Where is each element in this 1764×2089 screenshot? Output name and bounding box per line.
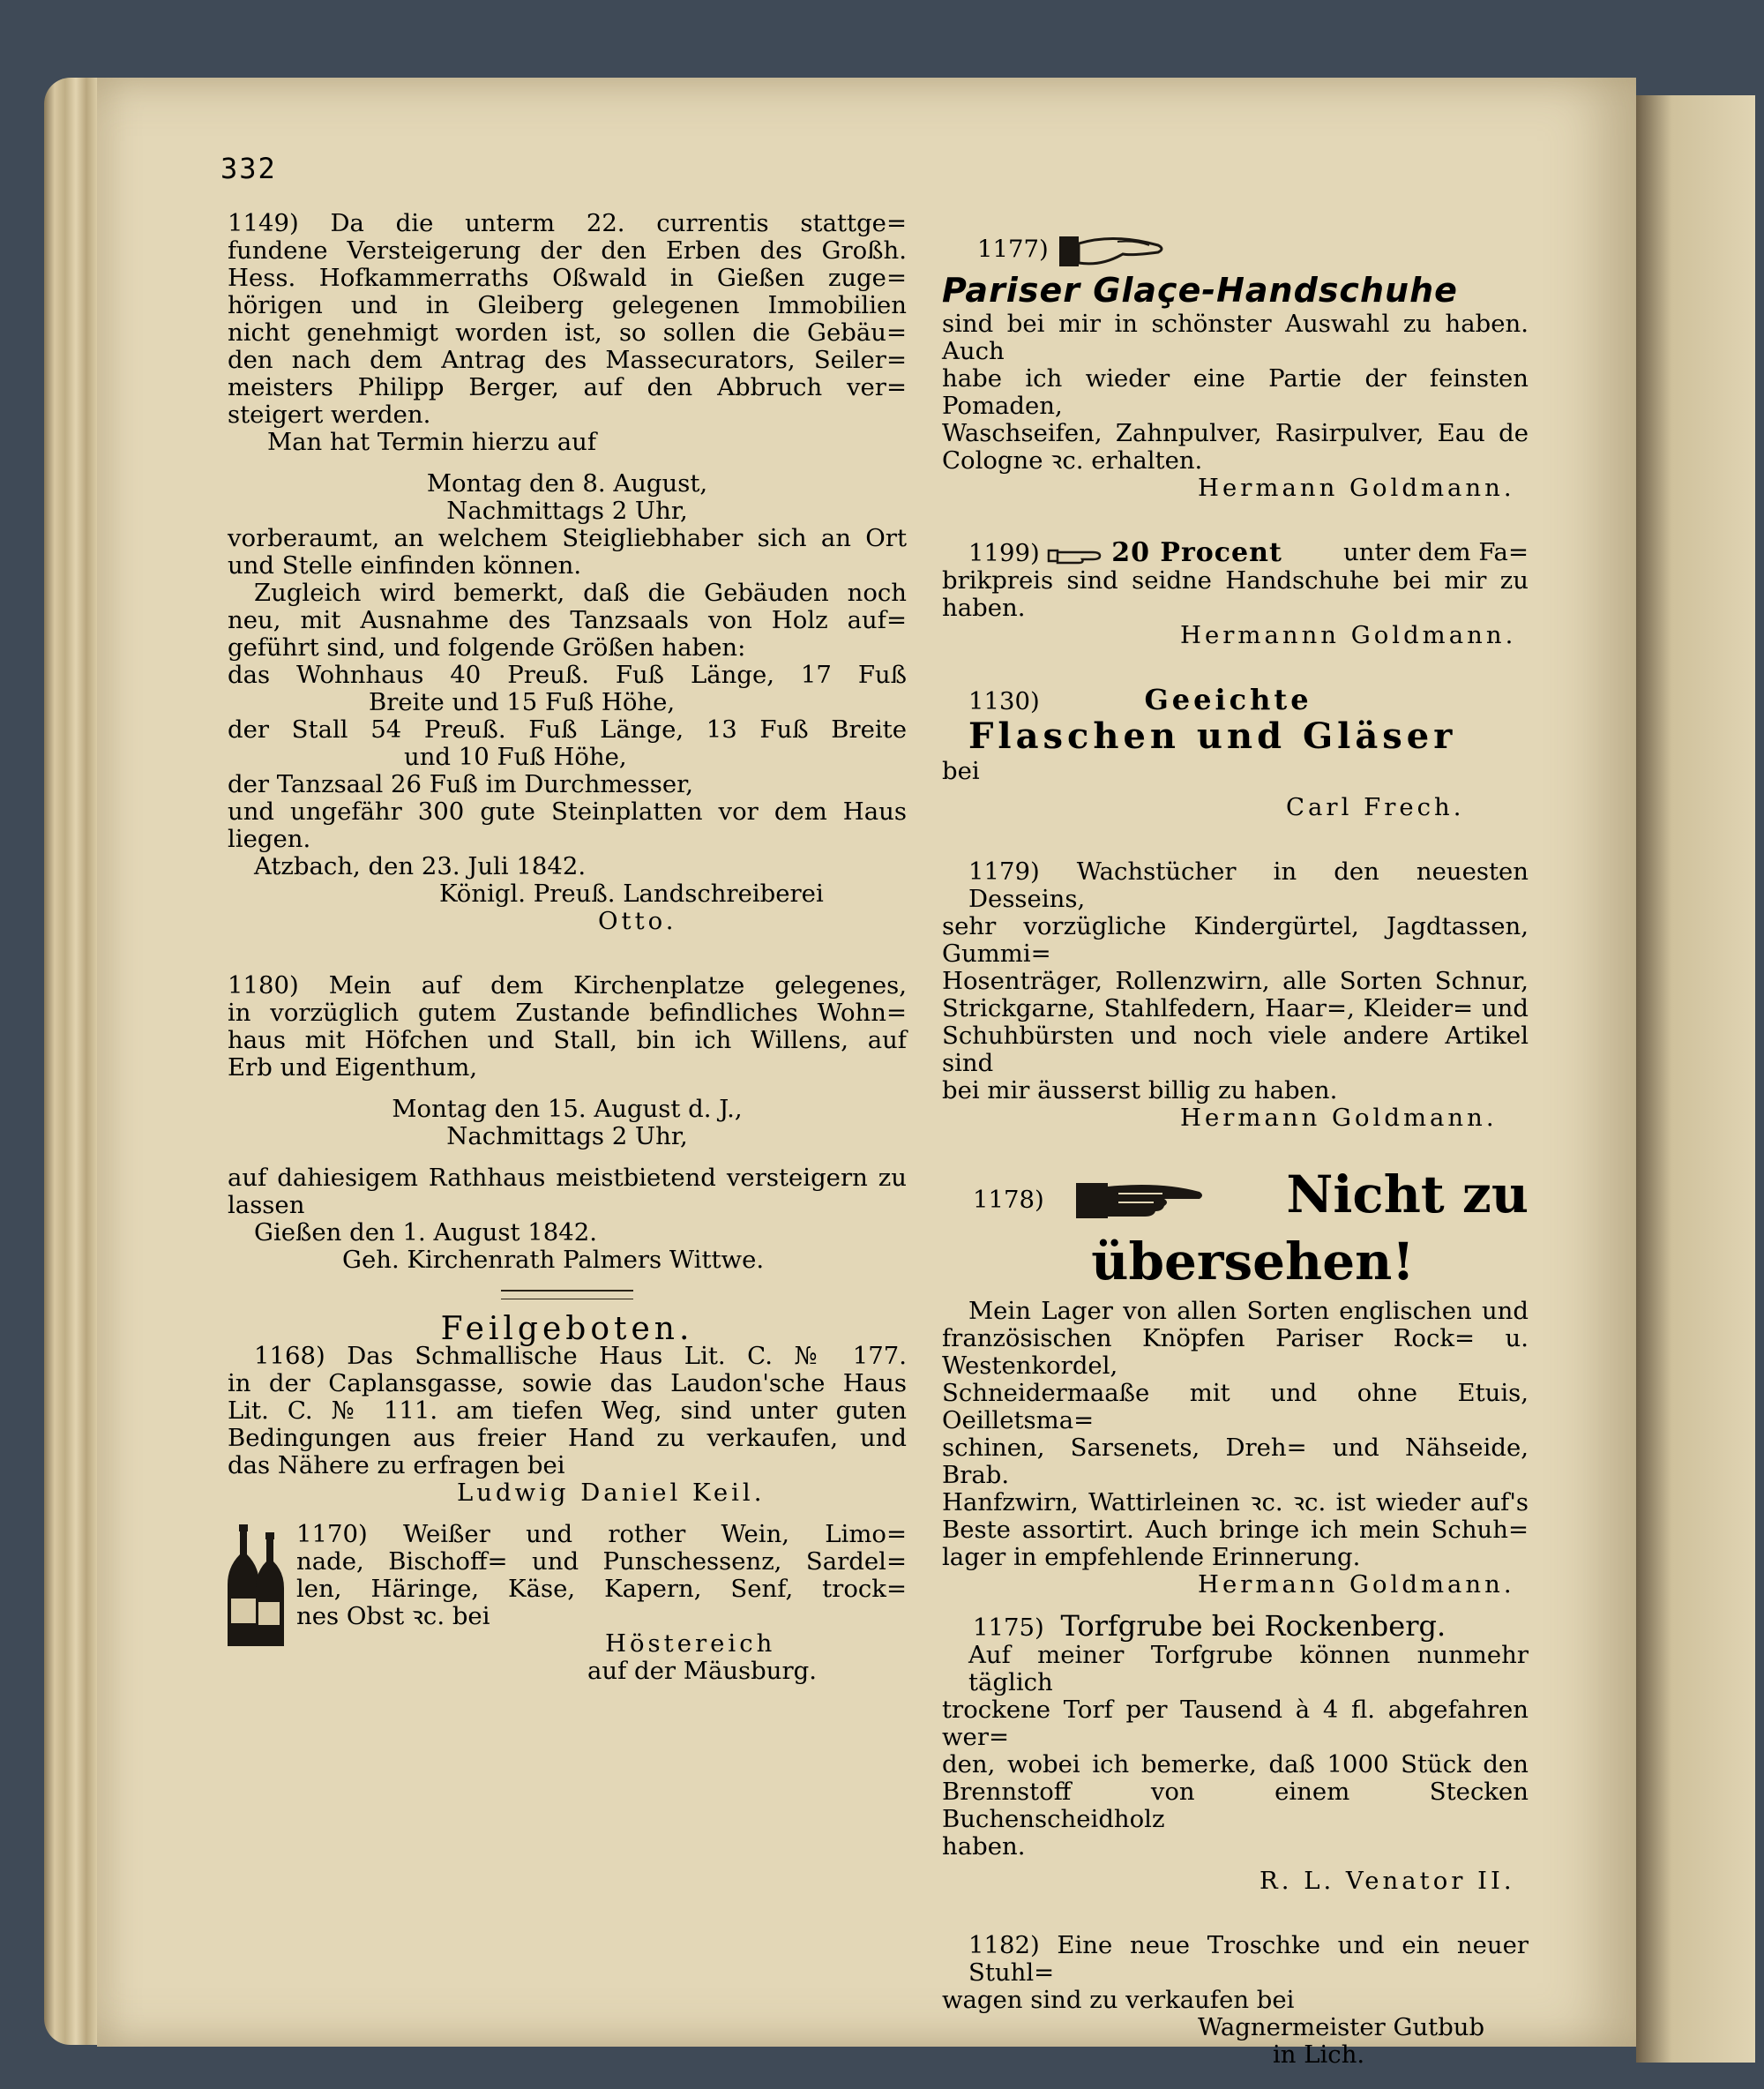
text-line: 1180) Mein auf dem Kirchenplatze gelegenes, — [228, 971, 907, 1000]
text-line: das Nähere zu erfragen bei — [228, 1451, 565, 1479]
text-line: liegen. — [228, 825, 311, 853]
text-line: Auf meiner Torfgrube können nunmehr täglich — [968, 1641, 1529, 1696]
signature: Höstereich — [605, 1629, 776, 1658]
notice-1180 — [228, 972, 907, 1274]
text-line: bei — [942, 757, 980, 785]
text-line: lassen — [228, 1191, 305, 1219]
auction-time: Nachmittags 2 Uhr, — [446, 1122, 688, 1150]
text-line: Breite und 15 Fuß Höhe, — [369, 688, 676, 716]
notice-number: 1177) — [977, 235, 1049, 264]
notice-title: Torfgrube bei Rockenberg. — [1060, 1609, 1446, 1643]
signature: Hermann Goldmann. — [1198, 1570, 1515, 1599]
auction-date: Montag den 15. August d. J., — [392, 1095, 743, 1123]
notice-number: 1199) — [968, 539, 1040, 567]
facing-page-edge — [1636, 95, 1755, 2063]
auction-time: Nachmittags 2 Uhr, — [446, 497, 688, 525]
text-line: und Stelle einfinden können. — [228, 551, 582, 580]
signature: Geh. Kirchenrath Palmers Wittwe. — [342, 1246, 765, 1274]
notice-title: übersehen! — [1091, 1232, 1415, 1292]
text-line: trockene Torf per Tausend à 4 fl. abgefahren wer= — [942, 1696, 1529, 1751]
signature-location: in Lich. — [1273, 2040, 1365, 2069]
text-line: Man hat Termin hierzu auf — [267, 428, 597, 456]
signature: Hermann Goldmann. — [1180, 1104, 1498, 1132]
text-line: Hanfzwirn, Wattirleinen ꝛc. ꝛc. ist wieder auf's — [942, 1488, 1529, 1516]
notice-number: 1178) — [973, 1186, 1044, 1214]
notice-number: 1175) — [973, 1614, 1044, 1642]
notice-title: Flaschen und Gläser — [968, 715, 1457, 757]
text-line: Zugleich wird bemerkt, daß die Gebäuden noch — [254, 579, 907, 607]
signature: Hermannn Goldmann. — [1180, 621, 1517, 649]
text-line: lager in empfehlende Erinnerung. — [942, 1543, 1361, 1571]
glove-hand-icon — [1056, 231, 1170, 270]
text-line: nicht genehmigt worden ist, so sollen die Gebäu= — [228, 318, 907, 347]
text-line: 1168) Das Schmallische Haus Lit. C. № 177. — [254, 1342, 907, 1370]
text-line: auf dahiesigem Rathhaus meistbietend versteigern zu — [228, 1164, 907, 1192]
place-date: Atzbach, den 23. Juli 1842. — [254, 852, 587, 880]
notice-1170 — [228, 1521, 907, 1685]
signature: Ludwig Daniel Keil. — [457, 1479, 766, 1507]
text-line: und ungefähr 300 gute Steinplatten vor dem Haus — [228, 797, 907, 826]
pointing-hand-icon — [1074, 1178, 1207, 1224]
notice-1168 — [228, 1343, 907, 1507]
text-line: sind bei mir in schönster Auswahl zu haben. Auch — [942, 310, 1529, 365]
text-line: brikpreis sind seidne Handschuhe bei mir zu haben. — [942, 566, 1529, 622]
notice-1182 — [942, 1932, 1529, 2069]
text-line: Bedingungen aus freier Hand zu verkaufen, und — [228, 1424, 907, 1452]
text-line: steigert werden. — [228, 401, 431, 429]
signature: R. L. Venator II. — [1259, 1867, 1515, 1895]
page-number: 332 — [220, 152, 277, 185]
text-line: len, Häringe, Käse, Kapern, Senf, trock= — [296, 1575, 907, 1603]
text-line: haben. — [942, 1832, 1026, 1861]
notice-1199 — [942, 539, 1529, 649]
notice-title: Nicht zu — [1286, 1164, 1529, 1224]
text-line: geführt sind, und folgende Größen haben: — [228, 633, 746, 662]
notice-1130 — [942, 683, 1529, 821]
text-line: Schneidermaaße mit und ohne Etuis, Oeilletsma= — [942, 1379, 1529, 1434]
pointing-hand-icon — [1047, 543, 1103, 566]
text-line: nes Obst ꝛc. bei — [296, 1602, 490, 1630]
notice-1175 — [942, 1609, 1529, 1895]
text-line: Cologne ꝛc. erhalten. — [942, 446, 1203, 475]
text-line: unter dem Fa= — [1343, 538, 1529, 566]
place-date: Gießen den 1. August 1842. — [254, 1218, 597, 1247]
text-line: Brennstoff von einem Stecken Buchenscheidholz — [942, 1778, 1529, 1833]
text-line: Erb und Eigenthum, — [228, 1053, 478, 1082]
text-line: Hosenträger, Rollenzwirn, alle Sorten Schnur, — [942, 967, 1529, 995]
text-line: den nach dem Antrag des Massecurators, Seiler= — [228, 346, 907, 374]
notice-1179 — [942, 858, 1529, 1132]
text-line: hörigen und in Gleiberg gelegenen Immobilien — [228, 291, 907, 319]
text-line: der Stall 54 Preuß. Fuß Länge, 13 Fuß Breite — [228, 715, 907, 744]
authority: Königl. Preuß. Landschreiberei — [439, 880, 824, 908]
text-line: sehr vorzügliche Kindergürtel, Jagdtassen, Gummi= — [942, 912, 1529, 968]
text-line: habe ich wieder eine Partie der feinsten Pomaden, — [942, 364, 1529, 420]
text-line: fundene Versteigerung der den Erben des Großh. — [228, 236, 907, 265]
text-line: Lit. C. № 111. am tiefen Weg, sind unter guten — [228, 1396, 907, 1425]
text-line: in vorzüglich gutem Zustande befindliches Wohn= — [228, 999, 907, 1027]
text-line: das Wohnhaus 40 Preuß. Fuß Länge, 17 Fuß — [228, 661, 907, 689]
notice-title: Pariser Glaçe-Handschuhe — [942, 271, 1458, 310]
highlight-text: 20 Procent — [1111, 537, 1282, 568]
right-column — [942, 231, 1529, 2069]
text-line: haus mit Höfchen und Stall, bin ich Willens, auf — [228, 1026, 907, 1054]
text-line: 1170) Weißer und rother Wein, Limo= — [296, 1520, 907, 1548]
notice-1178 — [942, 1164, 1529, 1599]
notice-1149 — [228, 210, 907, 935]
text-line: französischen Knöpfen Pariser Rock= u. Westenkordel, — [942, 1324, 1529, 1380]
text-line: der Tanzsaal 26 Fuß im Durchmesser, — [228, 770, 693, 798]
signature: Carl Frech. — [1286, 793, 1465, 821]
text-line: in der Caplansgasse, sowie das Laudon'sche Haus — [228, 1369, 907, 1397]
text-line: vorberaumt, an welchem Steigliebhaber sich an Ort — [228, 524, 907, 552]
signature-location: auf der Mäusburg. — [587, 1657, 817, 1685]
text-line: schinen, Sarsenets, Dreh= und Nähseide, Brab. — [942, 1434, 1529, 1489]
notice-number: 1130) — [968, 687, 1040, 715]
auction-date: Montag den 8. August, — [426, 469, 708, 498]
text-line: und 10 Fuß Höhe, — [404, 743, 627, 771]
text-line: den, wobei ich bemerke, daß 1000 Stück den — [942, 1750, 1529, 1778]
wine-bottles-icon — [228, 1521, 289, 1653]
text-line: meisters Philipp Berger, auf den Abbruch ver= — [228, 373, 907, 401]
section-heading: Feilgeboten. — [440, 1311, 694, 1347]
text-line: Schuhbürsten und noch viele andere Artikel sind — [942, 1022, 1529, 1077]
text-line: wagen sind zu verkaufen bei — [942, 1986, 1295, 2014]
signature: Otto. — [598, 907, 677, 935]
text-line: Strickgarne, Stahlfedern, Haar=, Kleider= und — [942, 994, 1529, 1022]
text-line: Hess. Hofkammerraths Oßwald in Gießen zuge= — [228, 264, 907, 292]
text-line: Beste assortirt. Auch bringe ich mein Schuh= — [942, 1516, 1529, 1544]
notice-1177 — [942, 231, 1529, 502]
text-line: Mein Lager von allen Sorten englischen und — [968, 1297, 1529, 1325]
signature: Wagnermeister Gutbub — [1198, 2013, 1485, 2041]
text-line: 1149) Da die unterm 22. currentis stattge= — [228, 209, 907, 237]
text-line: 1179) Wachstücher in den neuesten Desseins, — [968, 857, 1529, 913]
signature: Hermann Goldmann. — [1198, 474, 1515, 502]
text-line: nade, Bischoff= und Punschessenz, Sardel= — [296, 1547, 907, 1576]
text-line: bei mir äusserst billig zu haben. — [942, 1076, 1338, 1104]
left-column — [228, 210, 907, 1685]
text-line: neu, mit Ausnahme des Tanzsaals von Holz auf= — [228, 606, 907, 634]
notice-subtitle: Geeichte — [1144, 683, 1312, 716]
text-line: Waschseifen, Zahnpulver, Rasirpulver, Eau de — [942, 419, 1529, 447]
text-line: 1182) Eine neue Troschke und ein neuer Stuhl= — [968, 1931, 1529, 1987]
section-rule — [501, 1290, 633, 1292]
